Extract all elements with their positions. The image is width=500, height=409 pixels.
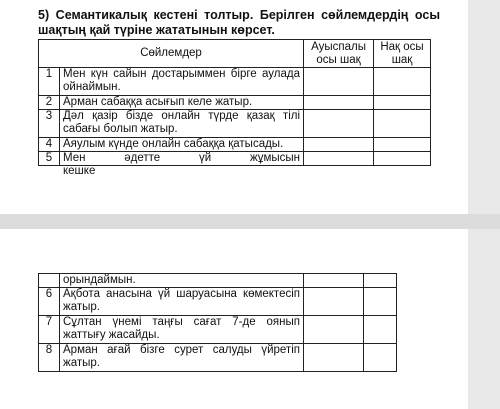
row-number-empty	[39, 274, 60, 288]
row-sentence-continuation: орындаймын.	[60, 274, 304, 288]
row-sentence: Мен күн сайын достарыммен бірге аулада ойнаймын.	[60, 68, 304, 96]
answer-cell-transitional[interactable]	[304, 152, 374, 166]
row-sentence-text: Мен әдетте үй жұмысын кешке	[63, 152, 301, 177]
header-actual-present: Нақ осы шақ	[374, 40, 431, 68]
answer-cell-transitional[interactable]	[304, 344, 364, 372]
answer-cell-actual[interactable]	[364, 344, 397, 372]
answer-cell-actual[interactable]	[374, 138, 431, 152]
page-break-gap	[0, 214, 500, 229]
table-row	[39, 316, 397, 344]
row-number: 3	[39, 110, 60, 138]
header-sentences: Сөйлемдер	[39, 40, 304, 68]
table-row	[39, 288, 397, 316]
row-number: 5	[39, 152, 60, 166]
row-sentence: Ақбота анасына үй шаруасына көмектесіп жатыр.	[60, 288, 304, 316]
table-row-continuation	[39, 274, 397, 288]
answer-cell-transitional[interactable]	[304, 316, 364, 344]
answer-cell-transitional[interactable]	[304, 68, 374, 96]
row-sentence: Дәл қазір бізде онлайн түрде қазақ тілі сабағы болып жатыр.	[60, 110, 304, 138]
header-transitional-present: Ауыспалы осы шақ	[304, 40, 374, 68]
semantic-table-continued	[38, 273, 397, 372]
answer-cell-transitional[interactable]	[304, 138, 374, 152]
row-number: 4	[39, 138, 60, 152]
task-instruction: 5) Семантикалық кестені толтыр. Берілген сөйлемдердің осы шақтың қай түріне жататынын көрсет.	[38, 8, 440, 37]
table-row	[39, 152, 431, 166]
semantic-table	[38, 39, 431, 177]
answer-cell-transitional[interactable]	[304, 274, 364, 288]
row-number: 8	[39, 344, 60, 372]
table-row	[39, 68, 431, 96]
page-margin-strip	[468, 229, 500, 409]
row-number: 6	[39, 288, 60, 316]
row-sentence: Аяулым күнде онлайн сабаққа қатысады.	[60, 138, 304, 152]
answer-cell-transitional[interactable]	[304, 110, 374, 138]
row-sentence: Арман ағай бізге сурет салуды үйретіп жатыр.	[60, 344, 304, 372]
answer-cell-actual[interactable]	[374, 110, 431, 138]
row-sentence	[60, 152, 304, 177]
row-number: 7	[39, 316, 60, 344]
answer-cell-transitional[interactable]	[304, 96, 374, 110]
answer-cell-actual[interactable]	[364, 274, 397, 288]
table-row	[39, 138, 431, 152]
answer-cell-actual[interactable]	[374, 96, 431, 110]
answer-cell-actual[interactable]	[364, 316, 397, 344]
table-row	[39, 110, 431, 138]
page-margin-strip	[468, 0, 500, 214]
row-sentence: Сұлтан үнемі таңғы сағат 7-де оянып жаттығу жасайды.	[60, 316, 304, 344]
table-row	[39, 344, 397, 372]
answer-cell-actual[interactable]	[374, 68, 431, 96]
answer-cell-actual[interactable]	[364, 288, 397, 316]
row-number: 1	[39, 68, 60, 96]
row-number: 2	[39, 96, 60, 110]
table-header-row	[39, 40, 431, 68]
answer-cell-actual[interactable]	[374, 152, 431, 166]
table-row	[39, 96, 431, 110]
row-sentence: Арман сабаққа асығып келе жатыр.	[60, 96, 304, 110]
answer-cell-transitional[interactable]	[304, 288, 364, 316]
